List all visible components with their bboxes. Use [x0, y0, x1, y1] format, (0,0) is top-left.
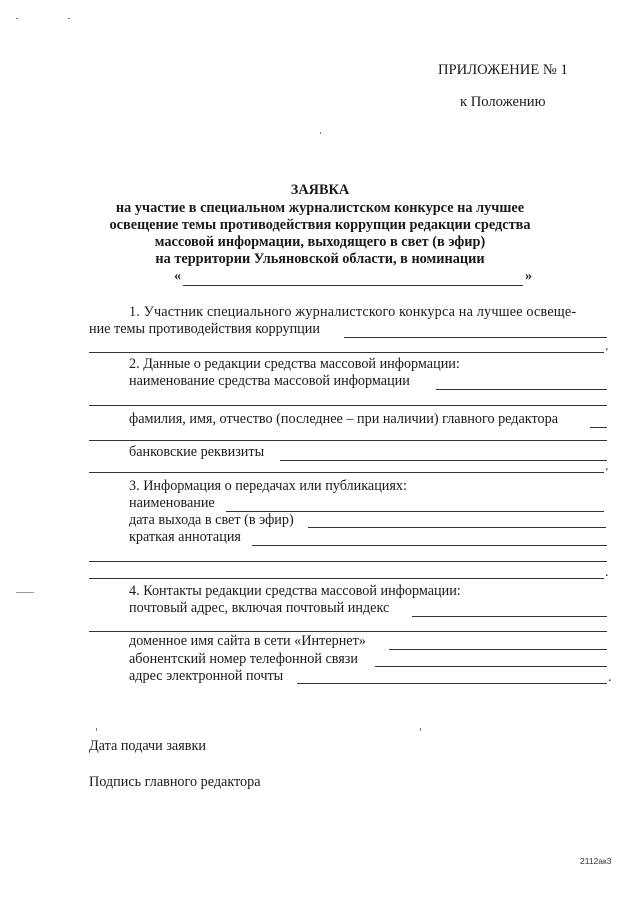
form-title: ЗАЯВКА	[290, 182, 350, 198]
media-name-label: наименование средства массовой информации	[129, 373, 410, 389]
period-mark: .	[605, 459, 609, 474]
participant-field[interactable]	[344, 337, 607, 338]
title-line-3: массовой информации, выходящего в свет (в эфир)	[154, 234, 486, 250]
scan-speck	[420, 728, 421, 731]
section3-heading: 3. Информация о передачах или публикациях:	[129, 478, 407, 494]
phone-label: абонентский номер телефонной связи	[129, 651, 359, 667]
section4-heading: 4. Контакты редакции средства массовой информации:	[129, 583, 461, 599]
nomination-close-quote: »	[525, 268, 533, 284]
scan-speck	[16, 18, 18, 19]
release-date-label: дата выхода в свет (в эфир)	[129, 512, 294, 528]
phone-field[interactable]	[375, 666, 607, 667]
website-domain-label: доменное имя сайта в сети «Интернет»	[129, 633, 366, 649]
scan-speck	[68, 18, 70, 19]
email-label: адрес электронной почты	[129, 668, 284, 684]
editor-name-label: фамилия, имя, отчество (последнее – при наличии) главного редактора	[129, 411, 559, 427]
title-line-1: на участие в специальном журналистском конкурсе на лучшее	[115, 200, 525, 216]
scan-speck	[96, 728, 97, 731]
release-date-field[interactable]	[308, 527, 606, 528]
scan-speck	[320, 132, 321, 134]
nomination-field[interactable]	[183, 285, 523, 286]
section1-line-1: 1. Участник специального журналистского конкурса на лучшее освеще-	[129, 304, 577, 320]
website-domain-field[interactable]	[389, 649, 607, 650]
postal-address-field-continuation[interactable]	[89, 631, 607, 632]
period-mark: .	[605, 565, 609, 580]
signature-label: Подпись главного редактора	[89, 774, 261, 790]
appendix-label: ПРИЛОЖЕНИЕ № 1	[438, 62, 568, 78]
editor-name-field-continuation[interactable]	[89, 440, 607, 441]
bank-details-field[interactable]	[280, 460, 607, 461]
section1-line-2: ние темы противодействия коррупции	[89, 321, 320, 337]
postal-address-label: почтовый адрес, включая почтовый индекс	[129, 600, 390, 616]
participant-field-continuation[interactable]	[89, 352, 604, 353]
title-line-4: на территории Ульяновской области, в номинации	[155, 251, 485, 267]
annotation-field[interactable]	[252, 545, 607, 546]
media-name-field[interactable]	[436, 389, 607, 390]
section2-heading: 2. Данные о редакции средства массовой информации:	[129, 356, 460, 372]
email-field[interactable]	[297, 683, 607, 684]
publication-name-label: наименование	[129, 495, 215, 511]
period-mark: .	[605, 339, 609, 354]
period-mark: .	[608, 670, 612, 685]
document-code: 2112ак3	[580, 856, 612, 866]
annotation-field-continuation-1[interactable]	[89, 561, 607, 562]
bank-details-label: банковские реквизиты	[129, 444, 265, 460]
annotation-label: краткая аннотация	[129, 529, 241, 545]
bank-details-field-continuation[interactable]	[89, 472, 604, 473]
annotation-field-continuation-2[interactable]	[89, 578, 604, 579]
postal-address-field[interactable]	[412, 616, 607, 617]
media-name-field-continuation[interactable]	[89, 405, 607, 406]
scan-speck	[16, 592, 34, 593]
title-line-2: освещение темы противодействия коррупции редакции средства	[109, 217, 531, 233]
nomination-open-quote: «	[174, 268, 182, 284]
reference-label: к Положению	[460, 94, 546, 110]
submission-date-label: Дата подачи заявки	[89, 738, 206, 754]
editor-name-field[interactable]	[590, 427, 607, 428]
